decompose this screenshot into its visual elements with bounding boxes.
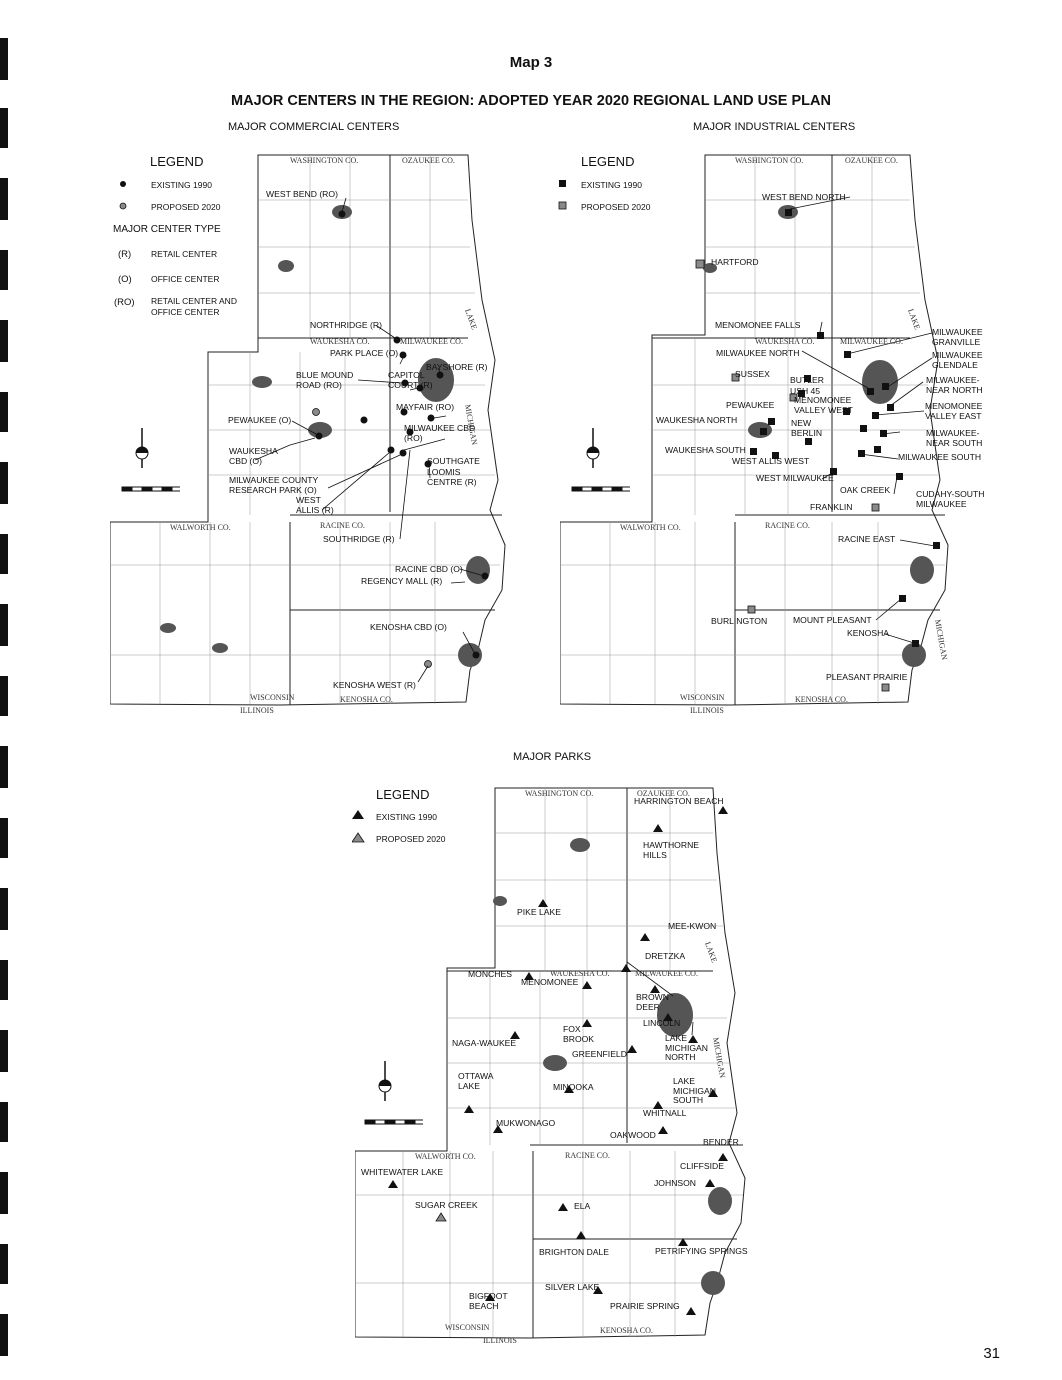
park-label: LAKE MICHIGAN NORTH <box>665 1033 708 1062</box>
industrial-heading: MAJOR INDUSTRIAL CENTERS <box>693 121 856 133</box>
center-label: USH 45 <box>790 386 821 396</box>
milwaukee-co-label: MILWAUKEE CO. <box>840 337 903 346</box>
north-arrow-icon <box>379 1061 391 1101</box>
illinois-label: ILLINOIS <box>690 706 724 715</box>
park-label: HARRINGTON BEACH <box>634 796 724 806</box>
center-label: WEST BEND NORTH <box>762 192 846 202</box>
type-text-r: RETAIL CENTER <box>151 249 218 259</box>
kenosha-co-label: KENOSHA CO. <box>600 1326 653 1335</box>
center-label: MENOMONEE VALLEY EAST <box>925 401 983 421</box>
center-label: MAYFAIR (RO) <box>396 402 455 412</box>
center-label: CAPITOL COURT (R) <box>388 370 433 390</box>
industrial-markers <box>750 209 940 647</box>
waukesha-co-label: WAUKESHA CO. <box>310 337 370 346</box>
park-label: SUGAR CREEK <box>415 1200 478 1210</box>
park-proposed-markers <box>436 1213 446 1221</box>
park-label: MINOOKA <box>553 1082 594 1092</box>
page-number: 31 <box>983 1345 1000 1362</box>
park-label: HAWTHORNE HILLS <box>643 840 700 860</box>
center-label: MILWAUKEE-NEAR SOUTH <box>926 428 983 448</box>
lake-label: LAKE <box>703 940 719 964</box>
park-label: BROWN DEER <box>636 992 669 1012</box>
park-label: PIKE LAKE <box>517 907 561 917</box>
center-label: BLUE MOUND ROAD (RO) <box>296 370 354 390</box>
park-label: ELA <box>574 1201 591 1211</box>
scale-bar-icon <box>122 487 180 491</box>
illinois-label: ILLINOIS <box>483 1336 517 1345</box>
north-arrow-icon <box>136 428 148 468</box>
wisconsin-label: WISCONSIN <box>250 693 295 702</box>
center-label: BAYSHORE (R) <box>426 362 488 372</box>
waukesha-co-label: WAUKESHA CO. <box>755 337 815 346</box>
commercial-heading: MAJOR COMMERCIAL CENTERS <box>228 121 400 133</box>
center-label: MILWAUKEE CBD (RO) <box>404 423 476 443</box>
center-label: WAUKESHA CBD (O) <box>229 446 278 466</box>
michigan-label: MICHIGAN <box>463 403 479 446</box>
center-label: SOUTHRIDGE (R) <box>323 534 395 544</box>
center-label: MILWAUKEE GRANVILLE <box>932 327 983 347</box>
park-label: GREENFIELD <box>572 1049 627 1059</box>
michigan-label: MICHIGAN <box>933 618 949 661</box>
parks-map <box>355 783 755 1348</box>
park-label: DRETZKA <box>645 951 686 961</box>
legend-existing: EXISTING 1990 <box>151 180 212 190</box>
legend-type-title: MAJOR CENTER TYPE <box>113 224 221 235</box>
park-label: MUKWONAGO <box>496 1118 556 1128</box>
legend-title: LEGEND <box>581 154 635 169</box>
north-arrow-icon <box>587 428 599 468</box>
park-label: WHITEWATER LAKE <box>361 1167 444 1177</box>
map-number: Map 3 <box>509 54 553 71</box>
legend-title: LEGEND <box>376 787 430 802</box>
center-label: MILWAUKEE SOUTH <box>898 452 982 462</box>
center-label: PEWAUKEE <box>726 400 775 410</box>
illinois-label: ILLINOIS <box>240 706 274 715</box>
racine-co-label: RACINE CO. <box>765 521 810 530</box>
legend-existing: EXISTING 1990 <box>581 180 642 190</box>
park-label: PRAIRIE SPRING <box>610 1301 680 1311</box>
center-label: WEST MILWAUKEE <box>756 473 834 483</box>
lake-label: LAKE <box>463 307 479 331</box>
waukesha-co-label: WAUKESHA CO. <box>550 969 610 978</box>
park-label: SILVER LAKE <box>545 1282 600 1292</box>
racine-co-label: RACINE CO. <box>565 1151 610 1160</box>
page-title: MAJOR CENTERS IN THE REGION: ADOPTED YEAR 2020 REGIONAL LAND USE PLAN <box>231 93 831 109</box>
center-label: KENOSHA CBD (O) <box>370 622 447 632</box>
walworth-co-label: WALWORTH CO. <box>415 1152 476 1161</box>
center-label: PARK PLACE (O) <box>330 348 399 358</box>
type-code-ro: (RO) <box>114 297 135 308</box>
center-label: MILWAUKEE COUNTY RESEARCH PARK (O) <box>229 475 319 495</box>
center-label: MILWAUKEE NORTH <box>716 348 800 358</box>
center-label: PEWAUKEE (O) <box>228 415 292 425</box>
legend-title: LEGEND <box>150 154 204 169</box>
racine-co-label: RACINE CO. <box>320 521 365 530</box>
center-label: KENOSHA WEST (R) <box>333 680 416 690</box>
legend-proposed: PROPOSED 2020 <box>376 834 446 844</box>
center-label: RACINE EAST <box>838 534 896 544</box>
center-label: WEST ALLIS WEST <box>732 456 810 466</box>
walworth-co-label: WALWORTH CO. <box>170 523 231 532</box>
center-label: PLEASANT PRAIRIE <box>826 672 908 682</box>
center-label: WAUKESHA NORTH <box>656 415 738 425</box>
milwaukee-co-label: MILWAUKEE CO. <box>635 969 698 978</box>
washington-co-label: WASHINGTON CO. <box>290 156 359 165</box>
park-label: CLIFFSIDE <box>680 1161 724 1171</box>
ozaukee-co-label: OZAUKEE CO. <box>845 156 898 165</box>
center-label: BUTLER <box>790 375 824 385</box>
center-label: LOOMIS CENTRE (R) <box>427 467 477 487</box>
wisconsin-label: WISCONSIN <box>680 693 725 702</box>
washington-co-label: WASHINGTON CO. <box>525 789 594 798</box>
milwaukee-co-label: MILWAUKEE CO. <box>400 337 463 346</box>
park-label: PETRIFYING SPRINGS <box>655 1246 748 1256</box>
park-label: WHITNALL <box>643 1108 687 1118</box>
ozaukee-co-label: OZAUKEE CO. <box>402 156 455 165</box>
park-label: BRIGHTON DALE <box>539 1247 610 1257</box>
legend-proposed: PROPOSED 2020 <box>581 202 651 212</box>
center-label: FRANKLIN <box>810 502 853 512</box>
center-label: CUDAHY-SOUTH MILWAUKEE <box>916 489 985 509</box>
center-label: MENOMONEE FALLS <box>715 320 801 330</box>
park-label: JOHNSON <box>654 1178 697 1188</box>
type-text-ro: RETAIL CENTER AND OFFICE CENTER <box>151 296 237 317</box>
center-label: MENOMONEE VALLEY WEST <box>794 395 853 415</box>
center-label: HARTFORD <box>711 257 759 267</box>
center-label: SOUTHGATE <box>427 456 480 466</box>
center-label: BURLINGTON <box>711 616 768 626</box>
park-label: LAKE MICHIGAN SOUTH <box>673 1076 716 1105</box>
center-label: NEW BERLIN <box>791 418 823 438</box>
scale-bar-icon <box>572 487 630 491</box>
center-label: WAUKESHA SOUTH <box>665 445 746 455</box>
center-label: WEST ALLIS (R) <box>296 495 334 515</box>
industrial-map <box>560 150 960 720</box>
center-label: MILWAUKEE GLENDALE <box>932 350 983 370</box>
park-label: OAKWOOD <box>610 1130 656 1140</box>
type-code-r: (R) <box>118 249 132 260</box>
parks-heading: MAJOR PARKS <box>513 751 592 763</box>
walworth-co-label: WALWORTH CO. <box>620 523 681 532</box>
center-label: OAK CREEK <box>840 485 891 495</box>
washington-co-label: WASHINGTON CO. <box>735 156 804 165</box>
kenosha-co-label: KENOSHA CO. <box>340 695 393 704</box>
wisconsin-label: WISCONSIN <box>445 1323 490 1332</box>
center-label: SUSSEX <box>735 369 770 379</box>
park-label: LINCOLN <box>643 1018 681 1028</box>
ozaukee-co-label: OZAUKEE CO. <box>637 789 690 798</box>
park-label: BIGFOOT BEACH <box>469 1291 508 1311</box>
park-label: MONCHES <box>468 969 512 979</box>
center-label: REGENCY MALL (R) <box>361 576 443 586</box>
kenosha-co-label: KENOSHA CO. <box>795 695 848 704</box>
lake-label: LAKE <box>906 307 922 331</box>
center-label: MILWAUKEE-NEAR NORTH <box>926 375 983 395</box>
park-label: MENOMONEE <box>521 977 579 987</box>
center-label: NORTHRIDGE (R) <box>310 320 382 330</box>
michigan-label: MICHIGAN <box>711 1036 727 1079</box>
center-label: KENOSHA <box>847 628 890 638</box>
center-label: MOUNT PLEASANT <box>793 615 872 625</box>
scale-bar-icon <box>365 1120 423 1124</box>
park-label: NAGA-WAUKEE <box>452 1038 517 1048</box>
park-label: OTTAWA LAKE <box>458 1071 494 1091</box>
legend-proposed: PROPOSED 2020 <box>151 202 221 212</box>
park-label: MEE-KWON <box>668 921 717 931</box>
center-label: RACINE CBD (O) <box>395 564 463 574</box>
park-label: FOX BROOK <box>563 1024 595 1044</box>
type-text-o: OFFICE CENTER <box>151 274 220 284</box>
legend-existing: EXISTING 1990 <box>376 812 437 822</box>
park-label: BENDER <box>703 1137 739 1147</box>
center-label: WEST BEND (RO) <box>266 189 338 199</box>
type-code-o: (O) <box>118 274 132 285</box>
